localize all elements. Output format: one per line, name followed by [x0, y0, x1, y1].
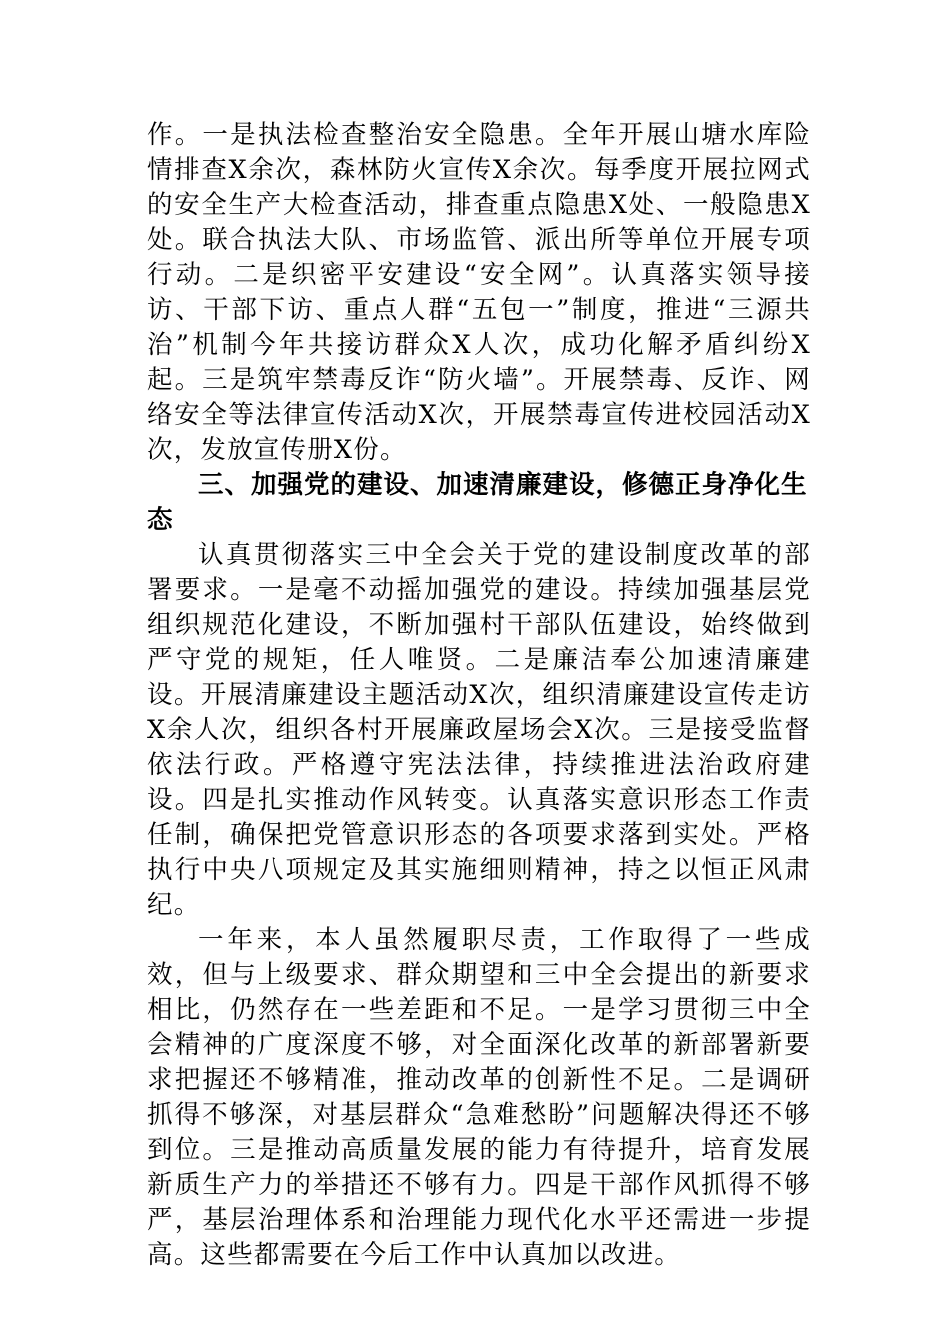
paragraph-party-building: 认真贯彻落实三中全会关于党的建设制度改革的部署要求。一是毫不动摇加强党的建设。持续加强基层党组织规范化建设，不断加强村干部队伍建设，始终做到严守党的规矩，任人唯贤。二是廉洁奉公加速清廉建设。开展清廉建设主题活动X次，组织清廉建设宣传走访X余人次，组织各村开展廉政屋场会X次。三是接受监督依法行政。严格遵守宪法法律，持续推进法治政府建设。四是扎实推动作风转变。认真落实意识形态工作责任制，确保把党管意识形态的各项要求落到实处。严格执行中央八项规定及其实施细则精神，持之以恒正风肃纪。 [147, 540, 811, 920]
section-heading-party-building: 三、加强党的建设、加速清廉建设，修德正身净化生态 [147, 470, 808, 535]
paragraph-public-safety: 作。一是执法检查整治安全隐患。全年开展山塘水库险情排查X余次，森林防火宣传X余次。每季度开展拉网式的安全生产大检查活动，排查重点隐患X处、一般隐患X处。联合执法大队、市场监管、派出所等单位开展专项行动。二是织密平安建设“安全网”。认真落实领导接访、干部下访、重点人群“五包一”制度，推进“三源共治”机制今年共接访群众X人次，成功化解矛盾纠纷X起。三是筑牢禁毒反诈“防火墙”。开展禁毒、反诈、网络安全等法律宣传活动X次，开展禁毒宣传进校园活动X次，发放宣传册X份。 [147, 120, 811, 465]
paragraph-shortcomings: 一年来，本人虽然履职尽责，工作取得了一些成效，但与上级要求、群众期望和三中全会提出的新要求相比，仍然存在一些差距和不足。一是学习贯彻三中全会精神的广度深度不够，对全面深化改革的新部署新要求把握还不够精准，推动改革的创新性不足。二是调研抓得不够深，对基层群众“急难愁盼”问题解决得还不够到位。三是推动高质量发展的能力有待提升，培育发展新质生产力的举措还不够有力。四是干部作风抓得不够严，基层治理体系和治理能力现代化水平还需进一步提高。这些都需要在今后工作中认真加以改进。 [147, 925, 811, 1270]
document-page [147, 118, 811, 1273]
